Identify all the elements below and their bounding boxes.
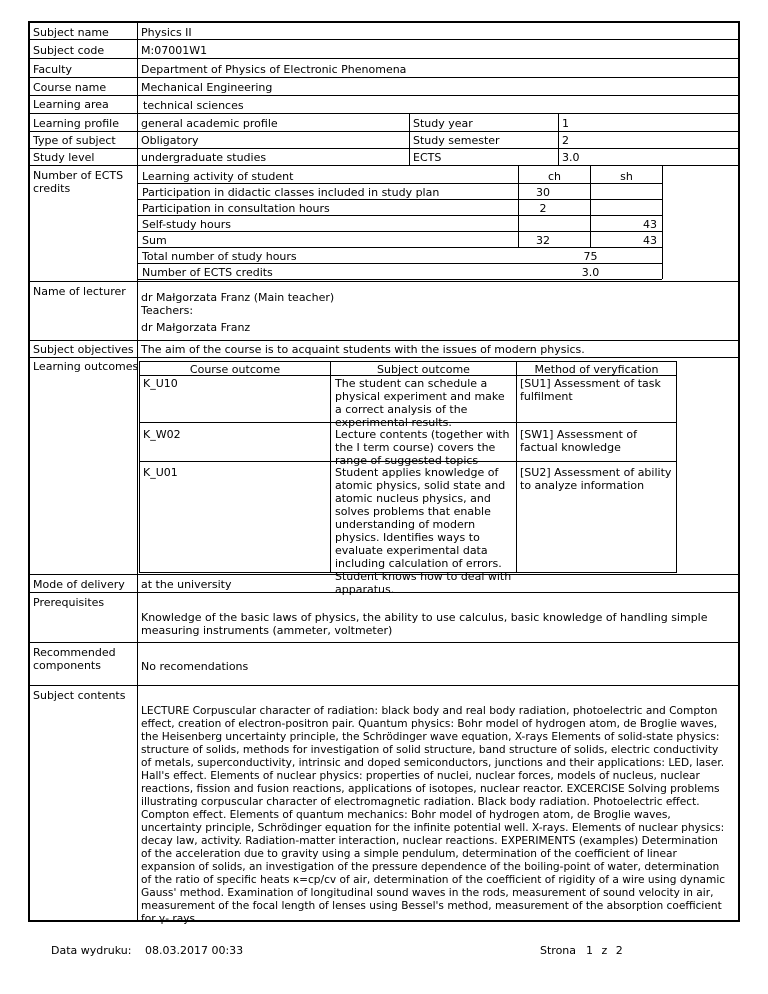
ects-line-sh: 43 [643, 234, 657, 247]
outcome-method: [SU2] Assessment of ability to analyze information [520, 466, 672, 492]
study-level-value: undergraduate studies [141, 151, 267, 164]
type-of-subject-label: Type of subject [33, 134, 116, 147]
subject-code-value: M:07001W1 [141, 44, 208, 57]
outcome-subject: The student can schedule a physical experiment and make a correct analysis of the experimental results. [335, 377, 505, 429]
subject-name-label: Subject name [33, 26, 109, 39]
lecturer-main: dr Małgorzata Franz (Main teacher) [141, 291, 335, 304]
type-of-subject-value: Obligatory [141, 134, 199, 147]
recommended-label: Recommended components [33, 646, 116, 672]
ects-value: 3.0 [562, 151, 580, 164]
faculty-label: Faculty [33, 63, 72, 76]
study-year-value: 1 [562, 117, 569, 130]
study-level-label: Study level [33, 151, 95, 164]
ects-line-label: Self-study hours [142, 218, 231, 231]
subject-code-label: Subject code [33, 44, 105, 57]
outcome-method: [SW1] Assessment of factual knowledge [520, 428, 638, 454]
recommended-value: No recomendations [141, 660, 249, 673]
outcome-course: K_U10 [143, 377, 178, 390]
print-date-label: Data wydruku: [51, 944, 132, 957]
prerequisites-label: Prerequisites [33, 596, 105, 609]
delivery-label: Mode of delivery [33, 578, 125, 591]
ects-line-sh: 43 [643, 218, 657, 231]
page-number: 1 z 2 [586, 944, 623, 957]
ects-total-label: Total number of study hours [142, 250, 297, 263]
ects-credits-row-value: 3.0 [581, 266, 600, 279]
ects-line-ch: 2 [539, 202, 547, 215]
print-date-value: 08.03.2017 00:33 [145, 944, 244, 957]
objectives-label: Subject objectives [33, 343, 134, 356]
outcomes-course-header: Course outcome [189, 363, 281, 376]
study-year-label: Study year [413, 117, 473, 130]
ects-activity-header: Learning activity of student [142, 170, 294, 183]
ects-line-ch: 30 [536, 186, 550, 199]
ects-credits-row-label: Number of ECTS credits [142, 266, 273, 279]
outcome-course: K_W02 [143, 428, 181, 441]
delivery-value: at the university [141, 578, 232, 591]
ects-line-label: Participation in didactic classes included in study plan [142, 186, 440, 199]
contents-label: Subject contents [33, 689, 126, 702]
subject-name-value: Physics II [141, 26, 192, 39]
page-label: Strona [540, 944, 577, 957]
learning-profile-label: Learning profile [33, 117, 119, 130]
learning-area-value: technical sciences [143, 99, 244, 112]
outcomes-method-header: Method of veryfication [534, 363, 659, 376]
course-name-value: Mechanical Engineering [141, 81, 273, 94]
outcome-subject: Student applies knowledge of atomic physics, solid state and atomic nucleus physics, and solves problems that enable understanding of modern physics. Identifies ways to evaluate experimental data including calculation of errors. Student knows how to deal with apparatus. [335, 466, 512, 596]
ects-line-label: Participation in consultation hours [142, 202, 330, 215]
ects-credits-label: Number of ECTS credits [33, 169, 124, 195]
ects-line-label: Sum [142, 234, 167, 247]
faculty-value: Department of Physics of Electronic Phenomena [141, 63, 407, 76]
ects-total-value: 75 [583, 250, 598, 263]
label-column-divider [137, 22, 138, 921]
contents-value: LECTURE Corpuscular character of radiation: black body and real body radiation, photoelectric and Compton effect, creation of electron-positron pair. Quantum physics: Bohr model of hydrogen atom, de Broglie waves, the Heisenberg uncertainty principle, the Schrödinger wave equation, X-rays Elements of solid-state physics: structure of solids, methods for investigation of solid structure, band structure of solids, electric conductivity of metals, superconductivity, intrinsic and doped semiconductors, junctions and their applications: LED, laser. Hall's effect. Elements of nuclear physics: properties of nuclei, nuclear forces, models of nucleus, nuclear reactions, fission and fusion reactions, applications of isotopes, nuclear reactor. EXCERCISE Solving problems illustrating corpuscular character of electromagnetic radiation. Black body radiation. Photoelectric effect. Compton effect. Elements of quantum mechanics: Bohr model of hydrogen atom, de Broglie waves, uncertainty principle, Schrödinger equation for the infinite potential well. X-rays. Elements of nuclear physics: decay law, activity. Radiation-matter interaction, nuclear reactions. EXPERIMENTS (examples) Determination of the acceleration due to gravity using a simple pendulum, determination of the coefficient of linear expansion of solids, an investigation of the pressure dependence of the boiling-point of water, determination of the ratio of specific heats κ=cp/cv of air, determination of the coefficient of rigidity of a wire using dynamic Gauss' method. Examination of longitudinal sound waves in the rods, measurement of sound velocity in air, measurement of the focal length of lenses using Bessel's method, measurement of the absorption coefficient for γ- rays. [141, 705, 726, 925]
learning-profile-value: general academic profile [141, 117, 278, 130]
study-semester-value: 2 [562, 134, 569, 147]
outcomes-subject-header: Subject outcome [377, 363, 470, 376]
prerequisites-value: Knowledge of the basic laws of physics, the ability to use calculus, basic knowledge of handling simple measuring instruments (ammeter, voltmeter) [141, 611, 708, 637]
ects-sh-header: sh [620, 170, 633, 183]
teachers-label: Teachers: [141, 304, 194, 317]
ects-label: ECTS [413, 151, 442, 164]
lecturer-label: Name of lecturer [33, 285, 126, 298]
outcomes-label: Learning outcomes [33, 360, 139, 373]
outcome-subject: Lecture contents (together with the I term course) covers the range of suggested topics [335, 428, 510, 467]
course-name-label: Course name [33, 81, 107, 94]
ects-line-ch: 32 [536, 234, 550, 247]
objectives-text: The aim of the course is to acquaint students with the issues of modern physics. [141, 343, 585, 356]
outcome-method: [SU1] Assessment of task fulfilment [520, 377, 661, 403]
study-semester-label: Study semester [413, 134, 500, 147]
ects-ch-header: ch [547, 170, 562, 183]
teachers-value: dr Małgorzata Franz [141, 321, 251, 334]
outcome-course: K_U01 [143, 466, 178, 479]
learning-area-label: Learning area [33, 98, 109, 111]
